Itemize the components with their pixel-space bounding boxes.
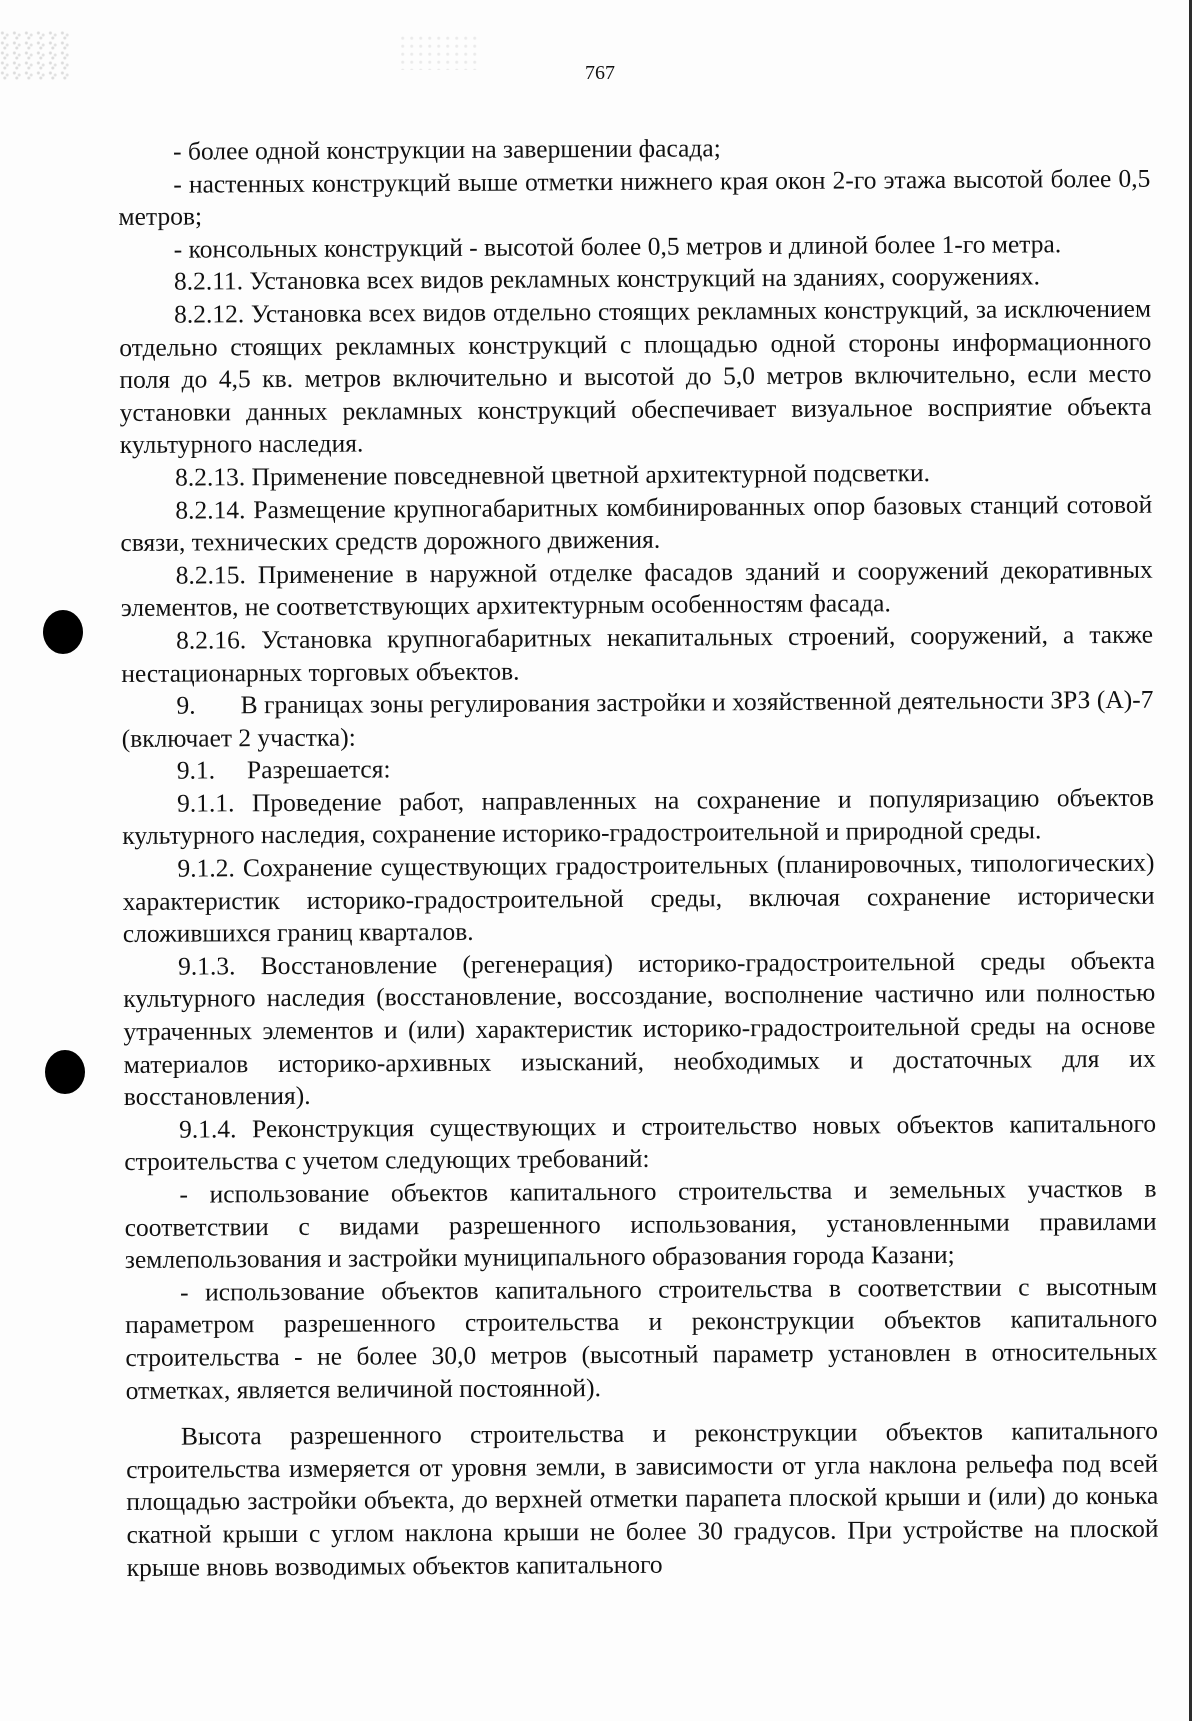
body-paragraph: Высота разрешенного строительства и реконструкции объектов капитального строительства измеряется от уровня земли, в зависимости от угла наклона рельефа под всей площадью застройки объекта, до верхней отметки парапета плоской крыши и (или) до конька скатной крыши с углом наклона крыши не более 30 градусов. При устройстве на плоской крыше вновь возводимых объектов капитального (126, 1415, 1159, 1582)
clause-8-2-16: 8.2.16. Установка крупногабаритных некапитальных строений, сооружений, а также нестационарных торговых объектов. (121, 619, 1154, 688)
clause-9-1-1: 9.1.1. Проведение работ, направленных на сохранение и популяризацию объектов культурного наследия, сохранение историко-градостроительной и природной среды. (122, 782, 1155, 851)
clause-8-2-15: 8.2.15. Применение в наружной отделке фасадов зданий и сооружений декоративных элементов, не соответствующих архитектурным особенностям фасада. (120, 554, 1153, 623)
clause-8-2-11: 8.2.11. Установка всех видов рекламных конструкций на зданиях, сооружениях. (173, 261, 1041, 297)
list-item: - консольных конструкций - высотой более 0,5 метров и длиной более 1-го метра. (173, 229, 1062, 264)
list-item: - использование объектов капитального строительства в соответствии с высотным параметром разрешенного строительства и реконструкции объектов капитального строительства - не более 30,0 метров (высотный параметр установлен в относительных отметках, является величиной постоянной). (125, 1271, 1158, 1405)
clause-8-2-12: 8.2.12. Установка всех видов отдельно стоящих рекламных конструкций, за исключением отдельно стоящих рекламных конструкций с площадью одной стороны информационного поля до 4,5 кв. метров включительно и высотой до 5,0 метров включительно, если место установки данных рекламных конструкций обеспечивает визуальное восприятие объекта культурного наследия. (119, 293, 1152, 460)
page-number: 767 (585, 62, 615, 84)
list-item: - настенных конструкций выше отметки нижнего края окон 2-го этажа высотой более 0,5 метров; (118, 163, 1151, 232)
hole-punch-mark (43, 610, 83, 654)
list-item: - более одной конструкции на завершении фасада; (173, 133, 721, 166)
clause-8-2-13: 8.2.13. Применение повседневной цветной архитектурной подсветки. (174, 457, 931, 492)
clause-9-1-4: 9.1.4. Реконструкция существующих и строительство новых объектов капитального строительства с учетом следующих требований: (124, 1108, 1157, 1177)
clause-9-1-3: 9.1.3. Восстановление (регенерация) историко-градостроительной среды объекта культурного наследия (восстановление, воссоздание, восполнение частично или полностью утраченных элементов и (или) характеристик историко-градостроительной среды на основе материалов историко-архивных изысканий, необходимых и достаточных для их восстановления). (123, 945, 1156, 1112)
document-body (118, 130, 1159, 1584)
clause-9: 9. В границах зоны регулирования застройки и хозяйственной деятельности ЗРЗ (А)-7 (включает 2 участка): (121, 684, 1160, 753)
list-item: - использование объектов капитального строительства и земельных участков в соответствии с видами разрешенного использования, установленными правилами землепользования и застройки муниципального образования города Казани; (124, 1173, 1157, 1275)
scan-page-edge (1189, 0, 1192, 1721)
hole-punch-mark (45, 1050, 85, 1094)
clause-9-1-2: 9.1.2. Сохранение существующих градостроительных (планировочных, типологических) характеристик историко-градостроительной среды, включая сохранение исторически сложившихся границ кварталов. (122, 847, 1155, 949)
clause-8-2-14: 8.2.14. Размещение крупногабаритных комбинированных опор базовых станций сотовой связи, технических средств дорожного движения. (120, 489, 1153, 558)
clause-9-1: 9.1. Разрешается: (176, 754, 391, 785)
